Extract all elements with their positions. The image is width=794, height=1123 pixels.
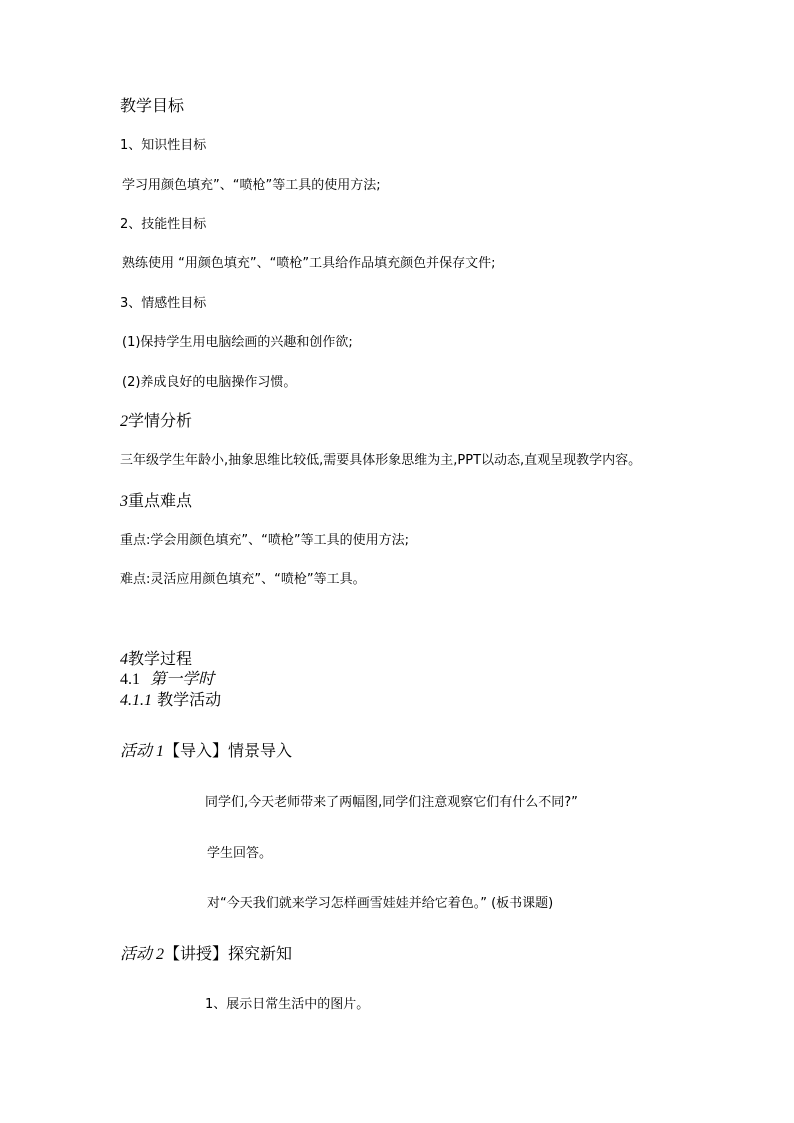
analysis-number: 2 xyxy=(120,413,128,430)
objective-2-text: 熟练使用 “用颜色填充”、“喷枪”工具给作品填充颜色并保存文件; xyxy=(122,256,496,271)
objective-3-heading: 3、情感性目标 xyxy=(120,296,207,311)
process-title: 教学过程 xyxy=(128,649,193,668)
activity-1-paragraph-3: 对“今天我们就来学习怎样画雪娃娃并给它着色。” (板书课题) xyxy=(207,896,554,911)
activity-2-title: 【讲授】探究新知 xyxy=(164,944,293,963)
process-heading xyxy=(120,651,192,668)
lesson-number: 4.1 xyxy=(120,671,140,688)
objective-1-heading: 1、知识性目标 xyxy=(120,138,207,153)
activity-1-paragraph-1: 同学们,今天老师带来了两幅图,同学们注意观察它们有什么不同?” xyxy=(205,795,578,810)
activities-heading xyxy=(120,692,221,709)
objectives-title: 教学目标 xyxy=(120,96,185,115)
activities-title: 教学活动 xyxy=(157,690,222,709)
objective-1-text: 学习用颜色填充”、“喷枪”等工具的使用方法; xyxy=(122,178,381,193)
activity-2-paragraph-1: 1、展示日常生活中的图片。 xyxy=(205,997,370,1012)
focus-number: 3 xyxy=(120,493,128,510)
activities-number: 4.1.1 xyxy=(120,692,152,709)
activity-1-label: 活动 1 xyxy=(120,743,165,760)
analysis-heading xyxy=(120,413,192,430)
activity-1-title: 【导入】情景导入 xyxy=(164,741,293,760)
objective-2-heading: 2、技能性目标 xyxy=(120,217,207,232)
focus-title: 重点难点 xyxy=(128,491,193,510)
process-number: 4 xyxy=(120,651,128,668)
activity-1-paragraph-2: 学生回答。 xyxy=(207,846,273,861)
lesson-heading xyxy=(120,671,214,688)
analysis-text: 三年级学生年龄小,抽象思维比较低,需要具体形象思维为主,PPT以动态,直观呈现教学内容。 xyxy=(120,453,642,468)
focus-key-point: 重点:学会用颜色填充”、“喷枪”等工具的使用方法; xyxy=(120,533,409,548)
objective-3-item-1: (1)保持学生用电脑绘画的兴趣和创作欲; xyxy=(122,335,353,350)
analysis-title: 学情分析 xyxy=(128,411,193,430)
activity-2-label: 活动 2 xyxy=(120,946,165,963)
objective-3-item-2: (2)养成良好的电脑操作习惯。 xyxy=(122,375,297,390)
activity-1-heading xyxy=(120,743,292,760)
focus-difficult-point: 难点:灵活应用颜色填充”、“喷枪”等工具。 xyxy=(120,572,366,587)
focus-heading xyxy=(120,493,192,510)
lesson-title: 第一学时 xyxy=(150,671,215,688)
activity-2-heading xyxy=(120,946,292,963)
